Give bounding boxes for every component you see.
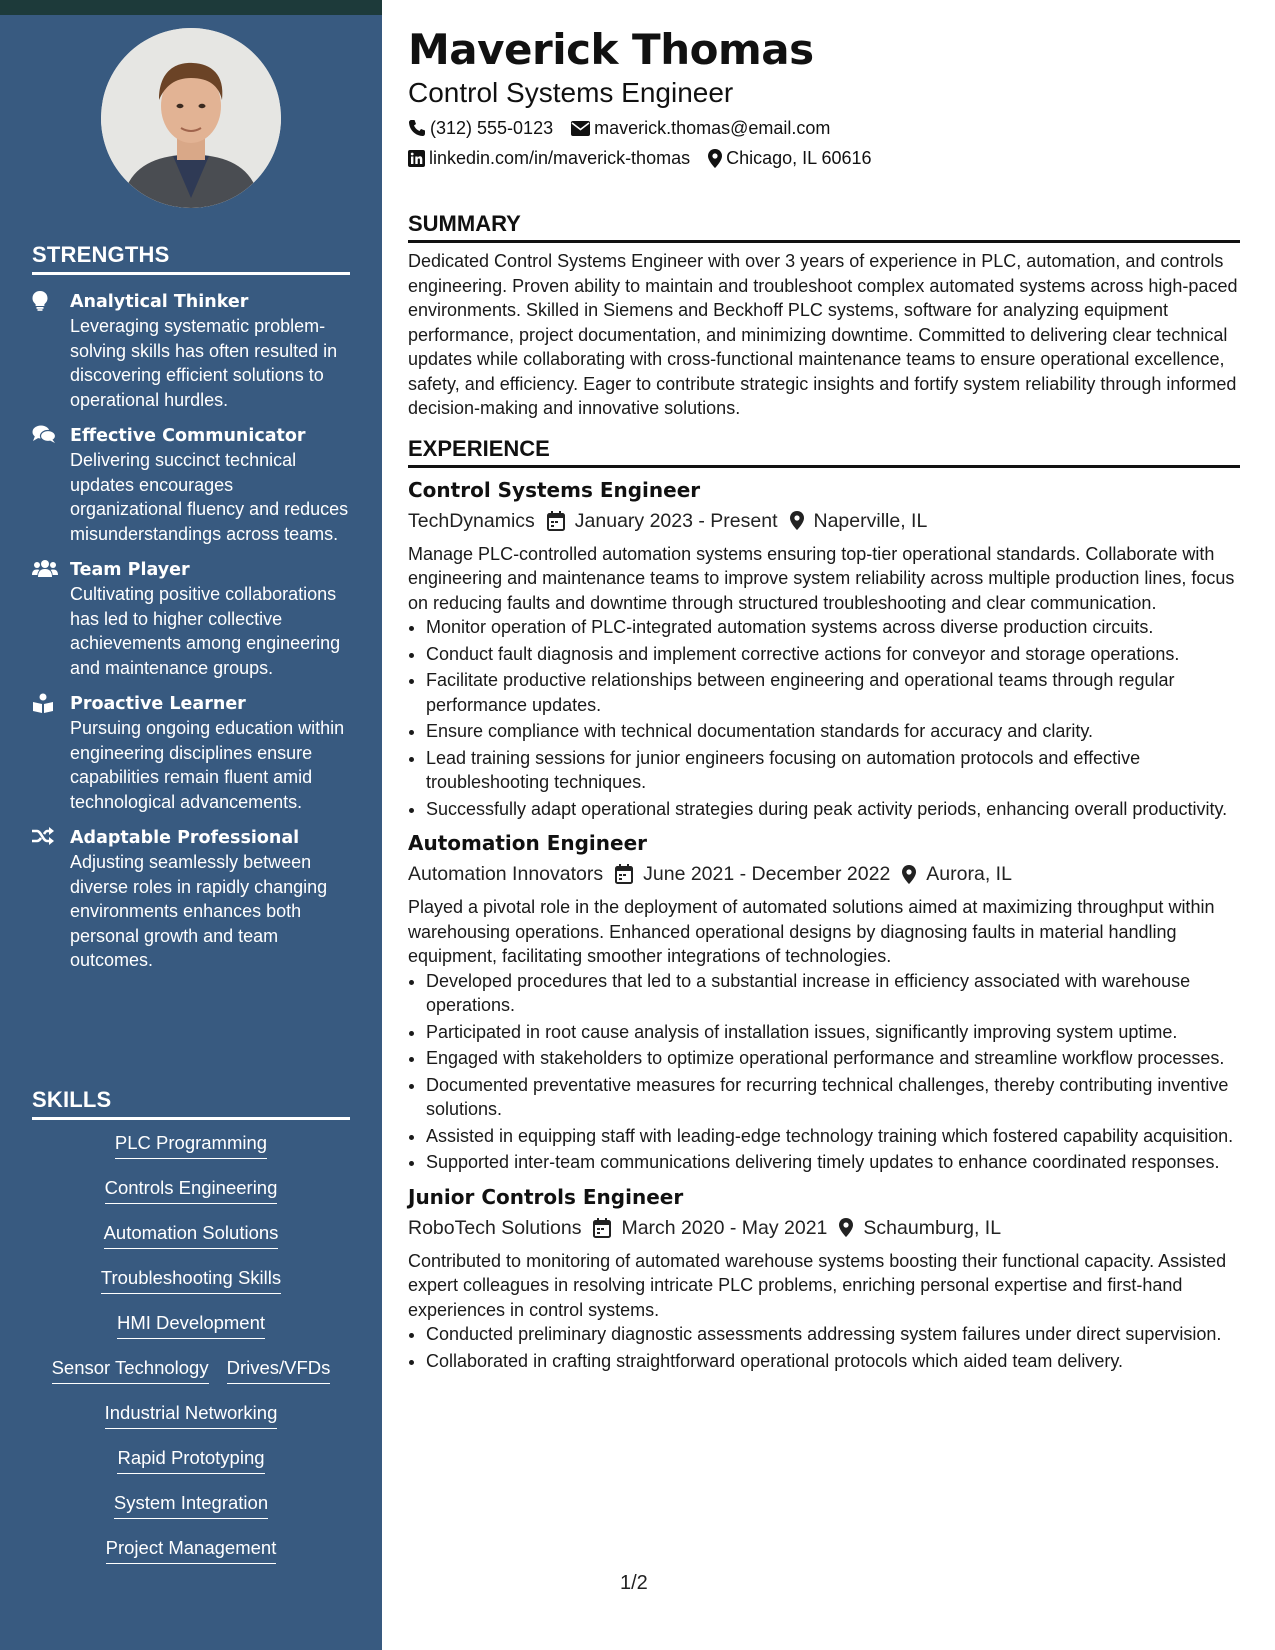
contact-row [408,116,1240,140]
job-bullet: • Lead training sessions for junior engineers focusing on automation protocols and effective troubleshooting techniques. [426,746,1240,795]
experience-section [408,435,1240,1374]
job-bullet: • Conduct fault diagnosis and implement corrective actions for conveyor and storage operations. [426,642,1240,667]
strengths-list [32,290,350,985]
strength-item [32,692,350,814]
linkedin-icon [408,150,425,167]
job-meta [408,1213,1240,1243]
strength-item [32,290,350,412]
summary-section [408,210,1240,421]
company-name: Automation Innovators [408,863,604,885]
company-name: RoboTech Solutions [408,1216,582,1239]
strength-description: Adjusting seamlessly between diverse roles in rapidly changing environments enhances both personal growth and team outcomes. [70,852,328,970]
job-bullet: • Documented preventative measures for recurring technical challenges, thereby contributing inventive solutions. [426,1073,1240,1122]
job-meta [408,859,1240,889]
chat-bubbles-icon [32,424,70,546]
main-content [408,24,1240,1375]
skill-tag: Industrial Networking [105,1401,278,1429]
job-meta [408,506,1240,536]
envelope-icon [571,121,590,136]
calendar-icon [593,1218,611,1238]
job-bullet: • Conducted preliminary diagnostic assessments addressing system failures under direct supervision. [426,1322,1240,1347]
summary-heading: SUMMARY [408,210,1240,243]
phone-number: (312) 555-0123 [430,118,554,138]
strength-description: Leveraging systematic problem-solving skills has often resulted in discovering efficient solutions to operational hurdles. [70,316,338,410]
strength-item [32,826,350,973]
job-bullet: • Supported inter-team communications delivering timely updates to enhance coordinated responses. [426,1150,1240,1175]
job-title: Junior Controls Engineer [408,1184,684,1209]
calendar-icon [547,511,565,531]
job-description: Contributed to monitoring of automated warehouse systems boosting their functional capacity. Assisted expert colleagues in resolving intricate PLC problems, enriching personal expertise and first-hand experiences in control systems. [408,1250,1227,1320]
contact-linkedin[interactable] [408,146,690,170]
strength-item [32,424,350,546]
skills-heading: SKILLS [32,1087,350,1120]
job-bullet: • Facilitate productive relationships between engineering and operational teams through regular performance updates. [426,668,1240,717]
strength-title: Analytical Thinker [70,292,249,312]
skill-tag: Project Management [106,1536,277,1564]
company-name: TechDynamics [408,509,535,532]
map-pin-icon [790,511,804,530]
contact-row [408,146,1240,170]
job-location: Schaumburg, IL [863,1216,1002,1239]
map-pin-icon [708,149,722,168]
job-bullet: • Monitor operation of PLC-integrated automation systems across diverse production circuits. [426,615,1240,640]
job-bullet: • Collaborated in crafting straightforward operational protocols which aided team delivery. [426,1349,1240,1374]
candidate-name: Maverick Thomas [408,25,814,74]
calendar-icon [615,864,633,884]
job-location: Aurora, IL [926,863,1012,885]
skill-tag: System Integration [114,1491,268,1519]
job-location: Naperville, IL [813,509,928,532]
job-bullet: • Assisted in equipping staff with leading-edge technology training which fostered capability acquisition. [426,1124,1240,1149]
skill-tag: Troubleshooting Skills [101,1266,281,1294]
page-number: 1/2 [620,1572,648,1594]
contact-location [708,146,871,170]
job-dates: January 2023 - Present [574,509,778,532]
skills-list [32,1131,350,1581]
strength-description: Delivering succinct technical updates encourages organizational fluency and reduces misunderstandings across teams. [70,450,349,544]
map-pin-icon [839,1218,853,1237]
summary-text: Dedicated Control Systems Engineer with over 3 years of experience in PLC, automation, and controls engineering. Proven ability to maintain and troubleshoot complex automated systems across high-paced environments. Skilled in Siemens and Beckhoff PLC systems, software for analyzing equipment performance, project documentation, and minimizing downtime. Committed to delivering clear technical updates while collaborating with cross-functional maintenance teams to ensure operational excellence, safety, and efficiency. Eager to contribute strategic insights and fortify system reliability through informed decision-making and innovative solutions. [408,251,1238,418]
job-bullet: • Ensure compliance with technical documentation standards for accuracy and clarity. [426,719,1240,744]
sidebar-top-bar [0,0,382,15]
job-bullet: • Engaged with stakeholders to optimize operational performance and streamline workflow processes. [426,1046,1240,1071]
map-pin-icon [902,865,916,884]
job-bullet: • Successfully adapt operational strategies during peak activity periods, enhancing overall productivity. [426,797,1240,822]
job-entry [408,476,1240,822]
users-icon [32,558,70,680]
job-entry [408,829,1240,1175]
job-title-header: Control Systems Engineer [408,77,734,108]
reader-icon [32,692,70,814]
job-bullets [408,1322,1240,1373]
job-entry [408,1183,1240,1374]
strength-title: Proactive Learner [70,694,246,714]
skill-tag: HMI Development [117,1311,265,1339]
skill-tag: Rapid Prototyping [117,1446,264,1474]
experience-heading: EXPERIENCE [408,435,1240,468]
profile-photo [101,28,281,208]
phone-icon [408,119,426,137]
skill-tag: Controls Engineering [105,1176,278,1204]
skill-tag: Sensor Technology [52,1356,209,1384]
strength-item [32,558,350,680]
strength-title: Effective Communicator [70,426,306,446]
strength-title: Adaptable Professional [70,828,300,848]
location-text: Chicago, IL 60616 [726,148,872,168]
job-title: Automation Engineer [408,831,648,855]
job-dates: June 2021 - December 2022 [643,863,891,885]
strength-description: Pursuing ongoing education within engineering disciplines ensure capabilities remain fluent amid technological advancements. [70,718,345,812]
sidebar [0,0,382,1650]
job-description: Played a pivotal role in the deployment of automated solutions aimed at maximizing throughput within warehousing operations. Enhanced operational designs by diagnosing faults in material handling equipment, facilitating smoother integrations of technologies. [408,897,1215,966]
job-title: Control Systems Engineer [408,477,701,502]
skill-tag: Automation Solutions [104,1221,279,1249]
skill-tag: PLC Programming [115,1131,267,1159]
job-bullets [408,615,1240,821]
strength-description: Cultivating positive collaborations has led to higher collective achievements among engineering and maintenance groups. [70,584,341,678]
strengths-heading: STRENGTHS [32,242,350,275]
job-bullet: • Developed procedures that led to a substantial increase in efficiency associated with warehouse operations. [426,969,1240,1018]
email-address: maverick.thomas@email.com [594,118,831,138]
contact-phone[interactable] [408,116,553,140]
skill-tag: Drives/VFDs [227,1356,331,1384]
job-description: Manage PLC-controlled automation systems ensuring top-tier operational standards. Collaborate with engineering and maintenance teams to improve system reliability across multiple production lines, focus on reducing faults and downtime through structured troubleshooting and clear communication. [408,543,1235,613]
job-bullet: • Participated in root cause analysis of installation issues, significantly improving system uptime. [426,1020,1240,1045]
job-bullets [408,969,1240,1175]
job-dates: March 2020 - May 2021 [621,1216,828,1239]
contact-email[interactable] [571,116,830,140]
strength-title: Team Player [70,560,190,580]
lightbulb-icon [32,290,70,412]
shuffle-icon [32,826,70,973]
linkedin-url: linkedin.com/in/maverick-thomas [429,148,691,168]
